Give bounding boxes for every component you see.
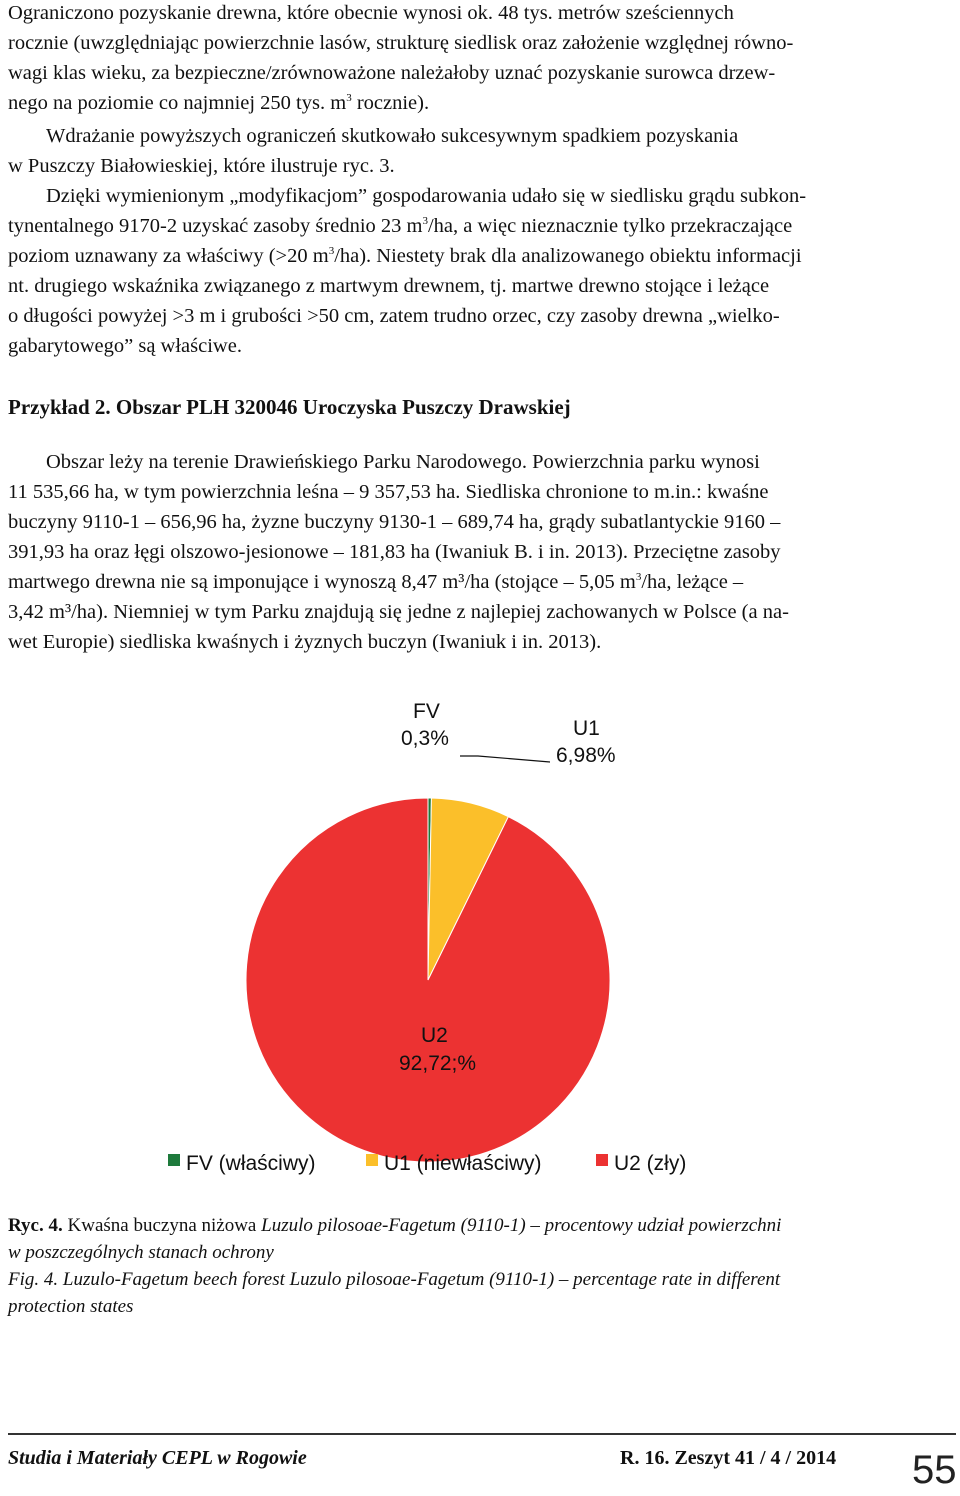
text-span: rocznie).: [351, 92, 430, 114]
caption-italic: Fig. 4. Luzulo-Fagetum beech forest Luzulo pilosoae-Fagetum (9110-1) – percentage rate in different: [8, 1269, 781, 1290]
superscript: 3: [346, 92, 352, 105]
text-line: [8, 567, 956, 597]
caption-italic: Luzulo pilosoae-Fagetum (9110-1) – procentowy udział powierzchni: [261, 1215, 782, 1236]
text-line: 391,93 ha oraz łęgi olszowo-jesionowe – 181,83 ha (Iwaniuk B. i in. 2013). Przeciętne zasoby: [8, 541, 781, 563]
pie-slice-u2: [246, 798, 610, 1162]
caption-italic: protection states: [8, 1296, 134, 1317]
text-span: /ha, a więc nieznacznie tylko przekraczające: [427, 215, 793, 237]
pie-chart: [0, 680, 960, 1200]
u1-leader-line: [460, 756, 550, 762]
text-line: nt. drugiego wskaźnika związanego z martwym drewnem, tj. martwe drewno stojące i leżące: [8, 275, 770, 297]
text-span: /ha, leżące –: [641, 571, 744, 593]
text-line: [8, 211, 956, 241]
text-line: Ograniczono pozyskanie drewna, które obecnie wynosi ok. 48 tys. metrów sześciennych: [8, 2, 734, 24]
superscript: 3: [422, 215, 428, 228]
text-span: poziom uznawany za właściwy (>20 m: [8, 245, 329, 267]
label-u1-value: 6,98%: [556, 744, 616, 767]
text-line: rocznie (uwzględniając powierzchnie lasów, strukturę siedlisk oraz założenie względnej równo-: [8, 32, 794, 54]
text-span: /ha). Niestety brak dla analizowanego obiektu informacji: [334, 245, 802, 267]
text-line: [8, 241, 956, 271]
footer-issue: R. 16. Zeszyt 41 / 4 / 2014: [620, 1447, 837, 1469]
text-line: buczyny 9110-1 – 656,96 ha, żyzne buczyny 9130-1 – 689,74 ha, grądy subatlantyckie 9160 –: [8, 511, 781, 533]
text-line: Dzięki wymienionym „modyfikacjom” gospodarowania udało się w siedlisku grądu subkon-: [46, 185, 807, 207]
label-fv-name: FV: [413, 700, 440, 723]
text-span: nego na poziomie co najmniej 250 tys. m: [8, 92, 347, 114]
legend-item-u2: U2 (zły): [614, 1152, 687, 1175]
label-u2-name: U2: [421, 1024, 448, 1047]
text-line: 11 535,66 ha, w tym powierzchnia leśna – 9 357,53 ha. Siedliska chronione to m.in.: kwaśne: [8, 481, 769, 503]
figure-caption-en-line-1: [8, 1266, 956, 1293]
text-line: 3,42 m³/ha). Niemniej w tym Parku znajdują się jedne z najlepiej zachowanych w Polsce (a na-: [8, 601, 789, 623]
label-u2-value: 92,72;%: [399, 1052, 477, 1075]
pie-slices: [246, 798, 610, 1162]
caption-text: Kwaśna buczyna niżowa: [62, 1215, 262, 1236]
text-line: [8, 88, 956, 118]
caption-label: Ryc. 4.: [8, 1215, 63, 1236]
text-line: Obszar leży na terenie Drawieńskiego Parku Narodowego. Powierzchnia parku wynosi: [46, 451, 760, 473]
section-heading: Przykład 2. Obszar PLH 320046 Uroczyska Puszczy Drawskiej: [8, 395, 571, 419]
footer-journal: Studia i Materiały CEPL w Rogowie: [8, 1447, 307, 1469]
text-span: tynentalnego 9170-2 uzyskać zasoby średnio 23 m: [8, 215, 423, 237]
legend-item-u1: U1 (niewłaściwy): [384, 1152, 542, 1175]
label-u1-name: U1: [573, 717, 600, 740]
caption-italic: w poszczególnych stanach ochrony: [8, 1242, 274, 1263]
label-fv-value: 0,3%: [401, 727, 449, 750]
footer-rule: [8, 1433, 956, 1435]
legend-swatch-u1: [366, 1154, 378, 1166]
text-line: gabarytowego” są właściwe.: [8, 335, 242, 357]
superscript: 3: [328, 245, 335, 258]
text-line: wagi klas wieku, za bezpieczne/zrównoważone należałoby uznać pozyskanie surowca drzew-: [8, 62, 776, 84]
text-line: wet Europie) siedliska kwaśnych i żyznych buczyn (Iwaniuk i in. 2013).: [8, 631, 602, 653]
legend-swatch-fv: [168, 1154, 180, 1166]
figure-caption-pl-line-2: [8, 1239, 956, 1266]
text-line: w Puszczy Białowieskiej, które ilustruje ryc. 3.: [8, 155, 395, 177]
legend-item-fv: FV (właściwy): [186, 1152, 316, 1175]
page-number: 55: [912, 1448, 957, 1492]
figure-caption-en-line-2: [8, 1293, 956, 1320]
superscript: 3: [635, 571, 642, 584]
legend-swatch-u2: [596, 1154, 608, 1166]
text-line: o długości powyżej >3 m i grubości >50 cm, zatem trudno orzec, czy zasoby drewna „wielko-: [8, 305, 780, 327]
figure-caption-pl-line-1: [8, 1212, 956, 1239]
text-span: martwego drewna nie są imponujące i wynoszą 8,47 m³/ha (stojące – 5,05 m: [8, 571, 636, 593]
text-line: Wdrażanie powyższych ograniczeń skutkowało sukcesywnym spadkiem pozyskania: [46, 125, 739, 147]
